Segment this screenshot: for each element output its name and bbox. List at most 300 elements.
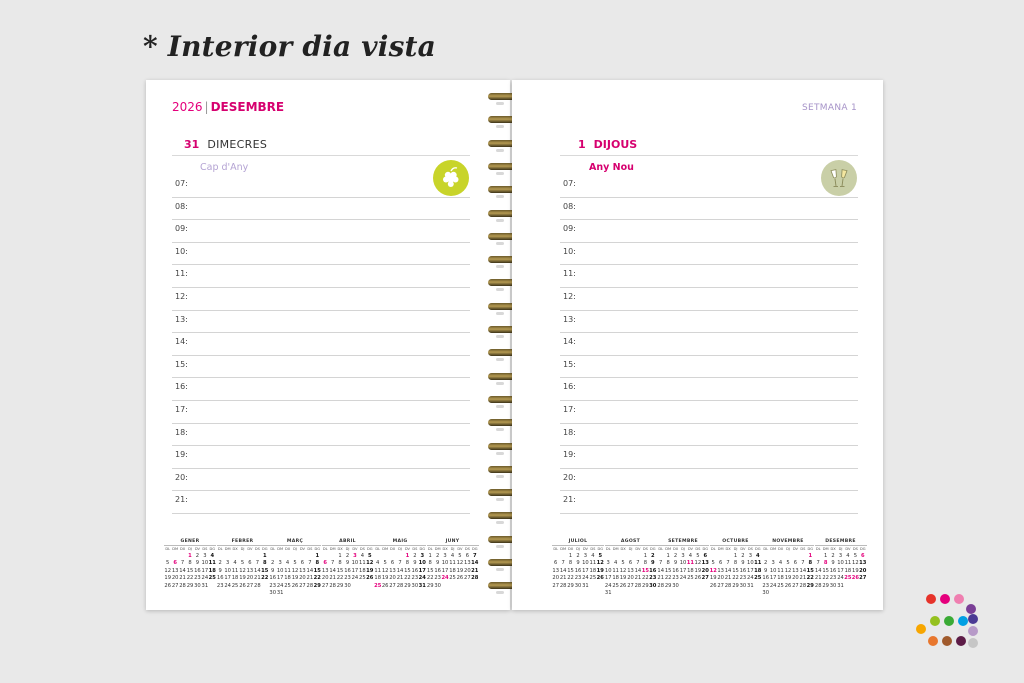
empty-day bbox=[657, 553, 664, 559]
empty-day bbox=[269, 553, 276, 559]
weekday-header: DX bbox=[725, 547, 731, 551]
mini-day: 25 bbox=[231, 582, 239, 589]
hour-slot[interactable] bbox=[172, 378, 470, 401]
weekday-header: DX bbox=[284, 547, 291, 551]
hour-label: 10: bbox=[175, 246, 188, 256]
mini-day: 1 bbox=[315, 552, 320, 559]
weekday-header: DG bbox=[597, 547, 604, 551]
mini-day: 1 bbox=[428, 552, 432, 559]
mini-day: 5 bbox=[367, 552, 372, 559]
mini-day: 22 bbox=[806, 575, 814, 581]
mini-day: 8 bbox=[808, 560, 813, 566]
weekday-header: DX bbox=[777, 547, 784, 551]
mini-day: 16 bbox=[216, 575, 224, 581]
mini-day: 25 bbox=[449, 575, 456, 581]
weekday-header: DJ bbox=[681, 547, 685, 551]
hour-label: 08: bbox=[563, 201, 576, 211]
hour-slot[interactable] bbox=[560, 311, 858, 334]
mini-day: 12 bbox=[381, 567, 389, 574]
weekday-header: DX bbox=[337, 547, 343, 551]
hour-label: 14: bbox=[175, 337, 188, 347]
empty-day bbox=[777, 553, 784, 559]
mini-day: 29 bbox=[822, 582, 829, 589]
weekday-header: DS bbox=[359, 547, 365, 551]
hour-slot[interactable] bbox=[172, 356, 470, 379]
mini-day: 13 bbox=[792, 567, 799, 574]
mini-day: 4 bbox=[285, 560, 290, 566]
empty-day bbox=[381, 553, 388, 559]
mini-day: 24 bbox=[276, 582, 284, 589]
mini-day: 26 bbox=[694, 575, 702, 581]
mini-day: 20 bbox=[627, 575, 634, 581]
hour-slot[interactable] bbox=[560, 424, 858, 447]
empty-day bbox=[322, 553, 329, 559]
mini-day: 21 bbox=[814, 575, 822, 581]
mini-day: 27 bbox=[717, 582, 724, 589]
mini-day: 17 bbox=[224, 575, 231, 581]
mini-day: 14 bbox=[559, 567, 567, 574]
mini-day: 14 bbox=[471, 560, 479, 566]
mini-day: 21 bbox=[306, 575, 314, 581]
mini-day: 22 bbox=[664, 575, 672, 581]
hour-slots-left bbox=[172, 175, 470, 514]
mini-day: 18 bbox=[777, 575, 784, 581]
mini-month-title: FEBRER bbox=[217, 539, 269, 546]
mini-day: 28 bbox=[396, 582, 404, 589]
mini-day: 14 bbox=[306, 567, 314, 574]
empty-day bbox=[634, 553, 641, 559]
mini-day: 25 bbox=[589, 575, 597, 581]
mini-day: 27 bbox=[859, 575, 867, 581]
mini-day: 3 bbox=[225, 560, 230, 566]
mini-day: 25 bbox=[612, 582, 619, 589]
mini-day: 19 bbox=[366, 567, 374, 574]
mini-day: 15 bbox=[664, 567, 672, 574]
empty-day bbox=[374, 553, 381, 559]
mini-day: 6 bbox=[554, 560, 558, 566]
weekday-header: DG bbox=[702, 547, 709, 551]
mini-day: 3 bbox=[748, 552, 752, 559]
mini-day: 20 bbox=[246, 575, 254, 581]
mini-day: 9 bbox=[831, 560, 835, 566]
mini-day: 5 bbox=[786, 560, 790, 566]
mini-day: 21 bbox=[657, 575, 665, 581]
mini-day: 15 bbox=[336, 567, 344, 574]
mini-day: 27 bbox=[701, 575, 709, 581]
mini-day: 28 bbox=[634, 582, 642, 589]
color-swatch bbox=[940, 594, 950, 604]
mini-day: 4 bbox=[376, 560, 380, 566]
mini-day: 10 bbox=[276, 567, 284, 574]
mini-month bbox=[427, 539, 479, 596]
mini-day: 23 bbox=[649, 575, 657, 581]
hour-label: 12: bbox=[563, 291, 576, 301]
hour-slot[interactable] bbox=[560, 446, 858, 469]
mini-day: 18 bbox=[687, 567, 694, 574]
mini-day: 2 bbox=[195, 552, 200, 559]
mini-day: 5 bbox=[711, 560, 715, 566]
mini-day: 9 bbox=[435, 560, 440, 566]
weekday-header: DM bbox=[172, 547, 179, 551]
mini-day: 20 bbox=[859, 567, 867, 574]
mini-day: 7 bbox=[330, 560, 335, 566]
mini-day: 18 bbox=[844, 567, 852, 574]
mini-day: 25 bbox=[844, 575, 852, 581]
mini-day: 27 bbox=[552, 582, 560, 589]
empty-day bbox=[306, 553, 313, 559]
mini-day: 7 bbox=[180, 560, 185, 566]
mini-day: 26 bbox=[366, 575, 374, 581]
mini-day: 18 bbox=[589, 567, 597, 574]
mini-day: 5 bbox=[166, 560, 170, 566]
weekday-header: DS bbox=[254, 547, 260, 551]
mini-day: 13 bbox=[701, 560, 709, 566]
mini-month-title: GENER bbox=[164, 539, 216, 546]
hour-slot[interactable] bbox=[560, 243, 858, 266]
mini-day: 17 bbox=[679, 567, 687, 574]
mini-day: 4 bbox=[233, 560, 237, 566]
mini-day: 9 bbox=[650, 560, 655, 566]
planner-left-page bbox=[146, 80, 510, 610]
weekday-header: DV bbox=[404, 547, 410, 551]
weekday-header: DV bbox=[792, 547, 798, 551]
mini-day: 31 bbox=[604, 590, 612, 596]
empty-day bbox=[389, 553, 396, 559]
mini-day: 7 bbox=[472, 552, 477, 559]
mini-day: 2 bbox=[218, 560, 222, 566]
empty-day bbox=[815, 553, 822, 559]
empty-day bbox=[724, 553, 731, 559]
weekday-header: DJ bbox=[293, 547, 297, 551]
mini-day: 24 bbox=[769, 582, 777, 589]
mini-day: 23 bbox=[411, 575, 419, 581]
mini-day: 4 bbox=[210, 552, 215, 559]
hour-slot[interactable] bbox=[172, 175, 470, 198]
mini-day: 21 bbox=[179, 575, 186, 581]
mini-day: 14 bbox=[724, 567, 732, 574]
hour-slot[interactable] bbox=[172, 198, 470, 221]
mini-day: 18 bbox=[449, 567, 456, 574]
mini-day: 11 bbox=[284, 567, 291, 574]
hour-label: 20: bbox=[563, 472, 576, 482]
weekday-header: DV bbox=[194, 547, 200, 551]
hour-slot[interactable] bbox=[172, 243, 470, 266]
mini-day: 9 bbox=[673, 560, 678, 566]
mini-day: 17 bbox=[769, 575, 777, 581]
color-swatch bbox=[916, 624, 926, 634]
mini-day: 15 bbox=[822, 567, 829, 574]
mini-month-title: AGOST bbox=[605, 539, 657, 546]
weekday-header: DV bbox=[845, 547, 851, 551]
mini-day: 12 bbox=[164, 567, 172, 574]
mini-month-title: JULIOL bbox=[552, 539, 604, 546]
mini-day: 14 bbox=[179, 567, 186, 574]
weekday-header: DG bbox=[209, 547, 216, 551]
weekday-header: DM bbox=[717, 547, 724, 551]
weekday-header: DG bbox=[807, 547, 814, 551]
mini-day: 17 bbox=[837, 567, 844, 574]
mini-day: 18 bbox=[754, 567, 762, 574]
empty-day bbox=[784, 553, 791, 559]
mini-day: 25 bbox=[284, 582, 291, 589]
mini-day: 3 bbox=[771, 560, 775, 566]
mini-day: 13 bbox=[171, 567, 179, 574]
mini-day: 3 bbox=[838, 552, 843, 559]
mini-day: 14 bbox=[814, 567, 822, 574]
empty-day bbox=[559, 553, 566, 559]
hour-slot[interactable] bbox=[560, 220, 858, 243]
hour-label: 09: bbox=[563, 224, 576, 234]
mini-day: 7 bbox=[726, 560, 730, 566]
hour-label: 21: bbox=[563, 495, 576, 505]
mini-day: 5 bbox=[598, 552, 603, 559]
empty-day bbox=[619, 553, 626, 559]
mini-day: 8 bbox=[568, 560, 573, 566]
mini-day: 18 bbox=[612, 575, 619, 581]
hour-slot[interactable] bbox=[172, 311, 470, 334]
mini-day: 19 bbox=[596, 567, 604, 574]
weekday-header: DV bbox=[457, 547, 463, 551]
mini-day: 3 bbox=[606, 560, 610, 566]
hour-slot[interactable] bbox=[560, 198, 858, 221]
mini-day: 22 bbox=[732, 575, 739, 581]
mini-day: 14 bbox=[634, 567, 642, 574]
mini-day: 8 bbox=[262, 560, 267, 566]
hour-label: 20: bbox=[175, 472, 188, 482]
mini-day: 17 bbox=[747, 567, 754, 574]
year-label: 2026 bbox=[172, 100, 203, 114]
mini-day: 27 bbox=[627, 582, 634, 589]
mini-day: 19 bbox=[619, 575, 627, 581]
weekday-header: DS bbox=[800, 547, 806, 551]
hour-slot[interactable] bbox=[560, 265, 858, 288]
mini-day: 10 bbox=[418, 560, 426, 566]
mini-day: 16 bbox=[434, 567, 441, 574]
mini-day: 18 bbox=[208, 567, 216, 574]
holiday-label: Cap d'Any bbox=[200, 162, 249, 173]
empty-day bbox=[291, 553, 298, 559]
mini-day: 1 bbox=[643, 552, 647, 559]
mini-day: 16 bbox=[829, 567, 837, 574]
mini-day: 31 bbox=[582, 582, 589, 589]
hour-slot[interactable] bbox=[172, 288, 470, 311]
weekday-header: DJ bbox=[628, 547, 633, 551]
color-swatches bbox=[912, 590, 980, 648]
mini-day: 31 bbox=[837, 582, 844, 589]
mini-day: 20 bbox=[464, 567, 471, 574]
mini-day: 26 bbox=[619, 582, 627, 589]
hour-slot[interactable] bbox=[172, 469, 470, 492]
mini-day: 15 bbox=[806, 567, 814, 574]
hour-slot[interactable] bbox=[560, 491, 858, 514]
empty-day bbox=[605, 553, 612, 559]
mini-day: 12 bbox=[709, 567, 717, 574]
mini-day: 14 bbox=[799, 567, 807, 574]
mini-day: 2 bbox=[650, 552, 655, 559]
mini-day: 16 bbox=[672, 567, 679, 574]
mini-day: 21 bbox=[396, 575, 404, 581]
mini-day: 6 bbox=[718, 560, 723, 566]
mini-day: 1 bbox=[262, 552, 267, 559]
mini-day: 6 bbox=[300, 560, 305, 566]
mini-day: 30 bbox=[574, 582, 582, 589]
mini-day: 7 bbox=[561, 560, 565, 566]
mini-day: 25 bbox=[754, 575, 762, 581]
mini-day: 23 bbox=[672, 575, 679, 581]
empty-day bbox=[231, 553, 238, 559]
weekday-header: DJ bbox=[838, 547, 843, 551]
weekday-header: DL bbox=[710, 547, 716, 551]
empty-day bbox=[246, 553, 253, 559]
mini-day: 1 bbox=[808, 552, 813, 559]
hour-slot[interactable] bbox=[560, 378, 858, 401]
mini-day: 31 bbox=[747, 582, 754, 589]
mini-day: 22 bbox=[426, 575, 434, 581]
mini-day: 19 bbox=[694, 567, 702, 574]
mini-day: 31 bbox=[201, 582, 209, 589]
mini-day: 10 bbox=[604, 567, 612, 574]
mini-day: 13 bbox=[299, 567, 306, 574]
mini-day: 8 bbox=[315, 560, 320, 566]
mini-day: 19 bbox=[784, 575, 792, 581]
hour-slot[interactable] bbox=[172, 265, 470, 288]
weekday-header: DS bbox=[590, 547, 596, 551]
mini-day: 11 bbox=[754, 560, 762, 566]
mini-day: 4 bbox=[778, 560, 783, 566]
mini-day: 3 bbox=[420, 552, 425, 559]
color-swatch bbox=[968, 614, 978, 624]
hour-slot[interactable] bbox=[560, 288, 858, 311]
weekday-header: DS bbox=[747, 547, 753, 551]
empty-day bbox=[612, 553, 619, 559]
hour-slot[interactable] bbox=[172, 401, 470, 424]
mini-day: 21 bbox=[471, 567, 479, 574]
hour-slot[interactable] bbox=[560, 401, 858, 424]
mini-day: 10 bbox=[837, 560, 844, 566]
mini-day: 22 bbox=[261, 575, 269, 581]
empty-day bbox=[164, 553, 171, 559]
mini-day: 6 bbox=[703, 552, 708, 559]
empty-day bbox=[329, 553, 336, 559]
weekday-header: DV bbox=[299, 547, 305, 551]
color-swatch bbox=[956, 636, 966, 646]
mini-month bbox=[164, 539, 216, 596]
mini-day: 28 bbox=[559, 582, 567, 589]
color-swatch bbox=[958, 616, 968, 626]
mini-day: 16 bbox=[411, 567, 419, 574]
mini-day: 12 bbox=[694, 560, 702, 566]
mini-day: 24 bbox=[441, 575, 449, 581]
mini-day: 27 bbox=[792, 582, 799, 589]
weekday-header: DL bbox=[605, 547, 611, 551]
mini-day: 17 bbox=[201, 567, 209, 574]
mini-day: 3 bbox=[353, 552, 357, 559]
weekday-header: DS bbox=[642, 547, 648, 551]
mini-day: 22 bbox=[404, 575, 411, 581]
mini-day: 25 bbox=[208, 575, 216, 581]
mini-calendar-left bbox=[164, 539, 479, 596]
mini-day: 4 bbox=[688, 552, 693, 559]
mini-day: 4 bbox=[613, 560, 618, 566]
hour-label: 18: bbox=[563, 427, 576, 437]
mini-day: 12 bbox=[239, 567, 246, 574]
mini-day: 26 bbox=[381, 582, 389, 589]
empty-day bbox=[710, 553, 717, 559]
mini-day: 27 bbox=[299, 582, 306, 589]
hour-label: 14: bbox=[563, 337, 576, 347]
weekday-header: DG bbox=[859, 547, 866, 551]
mini-day: 4 bbox=[591, 552, 595, 559]
mini-day: 21 bbox=[724, 575, 732, 581]
mini-day: 17 bbox=[441, 567, 449, 574]
mini-day: 22 bbox=[313, 575, 321, 581]
weekday-header: DM bbox=[560, 547, 567, 551]
color-swatch bbox=[926, 594, 936, 604]
mini-day: 11 bbox=[686, 560, 695, 566]
mini-day: 24 bbox=[604, 582, 612, 589]
mini-month bbox=[322, 539, 374, 596]
mini-day: 18 bbox=[374, 575, 382, 581]
mini-day: 23 bbox=[739, 575, 747, 581]
mini-day: 28 bbox=[254, 582, 261, 589]
hour-slot[interactable] bbox=[172, 491, 470, 514]
weekday-header: DL bbox=[427, 547, 433, 551]
mini-day: 27 bbox=[389, 582, 396, 589]
hour-label: 10: bbox=[563, 246, 576, 256]
weekday-header: DL bbox=[763, 547, 769, 551]
day-name: DIMECRES bbox=[207, 138, 268, 151]
hour-slot[interactable] bbox=[560, 333, 858, 356]
mini-day: 18 bbox=[359, 567, 366, 574]
weekday-header: DL bbox=[270, 547, 276, 551]
hour-slot[interactable] bbox=[560, 356, 858, 379]
hour-label: 07: bbox=[563, 179, 576, 188]
mini-day: 30 bbox=[829, 582, 837, 589]
empty-day bbox=[769, 553, 776, 559]
mini-day: 8 bbox=[823, 560, 828, 566]
hour-label: 15: bbox=[563, 359, 576, 369]
mini-day: 6 bbox=[173, 560, 177, 566]
hour-label: 13: bbox=[175, 314, 188, 324]
mini-day: 28 bbox=[306, 582, 314, 589]
weekday-header: DG bbox=[261, 547, 268, 551]
hour-slot[interactable] bbox=[560, 175, 858, 198]
hour-slot[interactable] bbox=[172, 333, 470, 356]
weekday-header: DS bbox=[307, 547, 313, 551]
color-swatch bbox=[954, 594, 964, 604]
mini-day: 26 bbox=[164, 582, 172, 589]
mini-day: 24 bbox=[351, 575, 359, 581]
mini-day: 17 bbox=[418, 567, 426, 574]
mini-day: 11 bbox=[844, 560, 852, 566]
mini-day: 23 bbox=[269, 582, 277, 589]
empty-day bbox=[396, 553, 403, 559]
mini-day: 2 bbox=[413, 552, 417, 559]
hour-slot[interactable] bbox=[560, 469, 858, 492]
weekday-header: DL bbox=[815, 547, 821, 551]
color-swatch bbox=[968, 626, 978, 636]
hour-slot[interactable] bbox=[172, 424, 470, 447]
empty-day bbox=[217, 553, 224, 559]
hour-slot[interactable] bbox=[172, 446, 470, 469]
mini-day: 30 bbox=[739, 582, 747, 589]
mini-day: 11 bbox=[208, 560, 216, 566]
mini-day: 2 bbox=[764, 560, 768, 566]
mini-day: 10 bbox=[351, 560, 359, 566]
mini-day: 29 bbox=[642, 582, 649, 589]
hour-slot[interactable] bbox=[172, 220, 470, 243]
mini-day: 11 bbox=[374, 567, 382, 574]
